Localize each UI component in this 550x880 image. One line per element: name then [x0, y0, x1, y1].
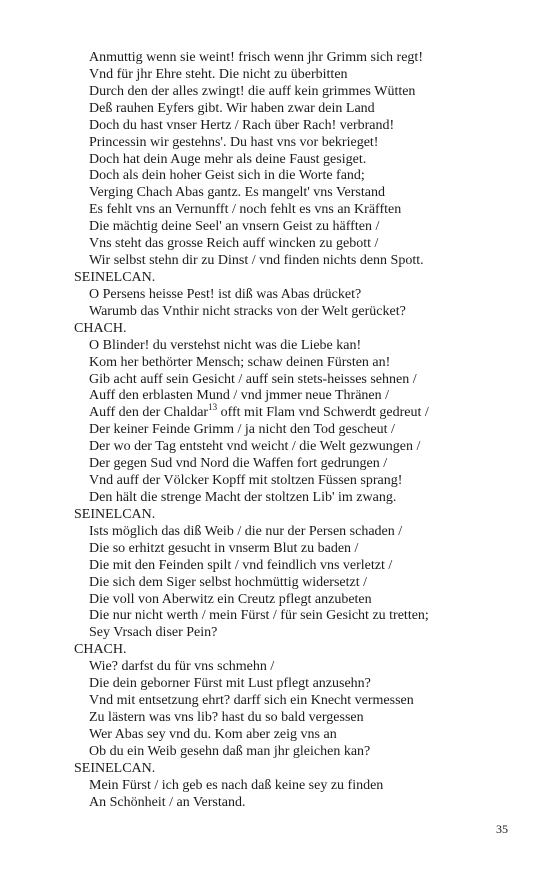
verse-line: Mein Fürst / ich geb es nach daß keine sey zu finden: [89, 777, 384, 793]
verse-line: Gib acht auff sein Gesicht / auff sein stets-heisses sehnen /: [89, 371, 417, 387]
speaker-name: SEINELCAN.: [74, 506, 156, 522]
play-text: [74, 50, 534, 811]
verse-line: Die mit den Feinden spilt / vnd feindlich vns verletzt /: [89, 557, 393, 573]
verse-line: Die sich dem Siger selbst hochmüttig widersetzt /: [89, 574, 368, 590]
speaker-name: SEINELCAN.: [74, 269, 156, 285]
verse-line: Doch hat dein Auge mehr als deine Faust gesiget.: [89, 151, 367, 167]
verse-line: Vnd auff der Völcker Kopff mit stoltzen Füssen sprang!: [89, 473, 403, 489]
verse-line: Verging Chach Abas gantz. Es mangelt' vns Verstand: [89, 185, 385, 201]
verse-line: Es fehlt vns an Vernunfft / noch fehlt es vns an Kräfften: [89, 202, 402, 218]
verse-line: Kom her bethörter Mensch; schaw deinen Fürsten an!: [89, 354, 391, 370]
verse-line: Vnd mit entsetzung ehrt? darff sich ein Knecht vermessen: [89, 693, 414, 709]
verse-line: Auff den erblasten Mund / vnd jmmer neue Thränen /: [89, 388, 390, 404]
verse-line: Die mächtig deine Seel' an vnsern Geist zu häfften /: [89, 219, 380, 235]
verse-line: Die dein geborner Fürst mit Lust pflegt anzusehn?: [89, 676, 371, 692]
verse-line: Durch den der alles zwingt! die auff kein grimmes Wütten: [89, 83, 416, 99]
verse-line: Princessin wir gestehns'. Du hast vns vor bekrieget!: [89, 134, 379, 150]
verse-line: An Schönheit / an Verstand.: [89, 794, 246, 810]
verse-line: Wie? darfst du für vns schmehn /: [89, 659, 275, 675]
verse-line: Doch du hast vnser Hertz / Rach über Rach! verbrand!: [89, 117, 395, 133]
footnote-marker: 13: [208, 401, 218, 412]
verse-line: Vnd für jhr Ehre steht. Die nicht zu überbitten: [89, 66, 348, 82]
verse-line: Doch als dein hoher Geist sich in die Worte fand;: [89, 168, 365, 184]
verse-line: Die nur nicht werth / mein Fürst / für sein Gesicht zu tretten;: [89, 608, 429, 624]
verse-line: Ists möglich das diß Weib / die nur der Persen schaden /: [89, 523, 403, 539]
verse-line: Vns steht das grosse Reich auff wincken zu gebott /: [89, 236, 379, 252]
verse-line: Die voll von Aberwitz ein Creutz pflegt anzubeten: [89, 591, 372, 607]
verse-line: Der gegen Sud vnd Nord die Waffen fort gedrungen /: [89, 456, 388, 472]
verse-line: Anmuttig wenn sie weint! frisch wenn jhr Grimm sich regt!: [89, 50, 423, 65]
verse-line: Deß rauhen Eyfers gibt. Wir haben zwar dein Land: [89, 100, 375, 116]
verse-line: Der keiner Feinde Grimm / ja nicht den Tod gescheut /: [89, 422, 395, 438]
verse-line: Der wo der Tag entsteht vnd weicht / die Welt gezwungen /: [89, 439, 421, 455]
verse-line: Warumb das Vnthir nicht stracks von der Welt gerücket?: [89, 303, 406, 319]
verse-line: Die so erhitzt gesucht in vnserm Blut zu baden /: [89, 540, 359, 556]
verse-line: Wer Abas sey vnd du. Kom aber zeig vns an: [89, 726, 337, 742]
verse-line: Wir selbst stehn dir zu Dinst / vnd finden nichts denn Spott.: [89, 253, 424, 269]
speaker-name: SEINELCAN.: [74, 760, 156, 776]
page-number: 35: [496, 822, 508, 836]
verse-line: Sey Vrsach diser Pein?: [89, 625, 218, 641]
verse-line: Ob du ein Weib gesehn daß man jhr gleichen kan?: [89, 743, 371, 759]
verse-text: offt mit Flam vnd Schwerdt gedreut /: [217, 405, 429, 421]
verse-line: O Blinder! du verstehst nicht was die Liebe kan!: [89, 337, 362, 353]
speaker-name: CHACH.: [74, 320, 127, 336]
verse-line: Zu lästern was vns lib? hast du so bald vergessen: [89, 709, 364, 725]
verse-line: Den hält die strenge Macht der stoltzen Lib' im zwang.: [89, 489, 397, 505]
verse-text: Auff den der Chaldar: [89, 405, 209, 421]
verse-line: [74, 401, 534, 422]
verse-line: O Persens heisse Pest! ist diß was Abas drücket?: [89, 286, 362, 302]
speaker-name: CHACH.: [74, 642, 127, 658]
